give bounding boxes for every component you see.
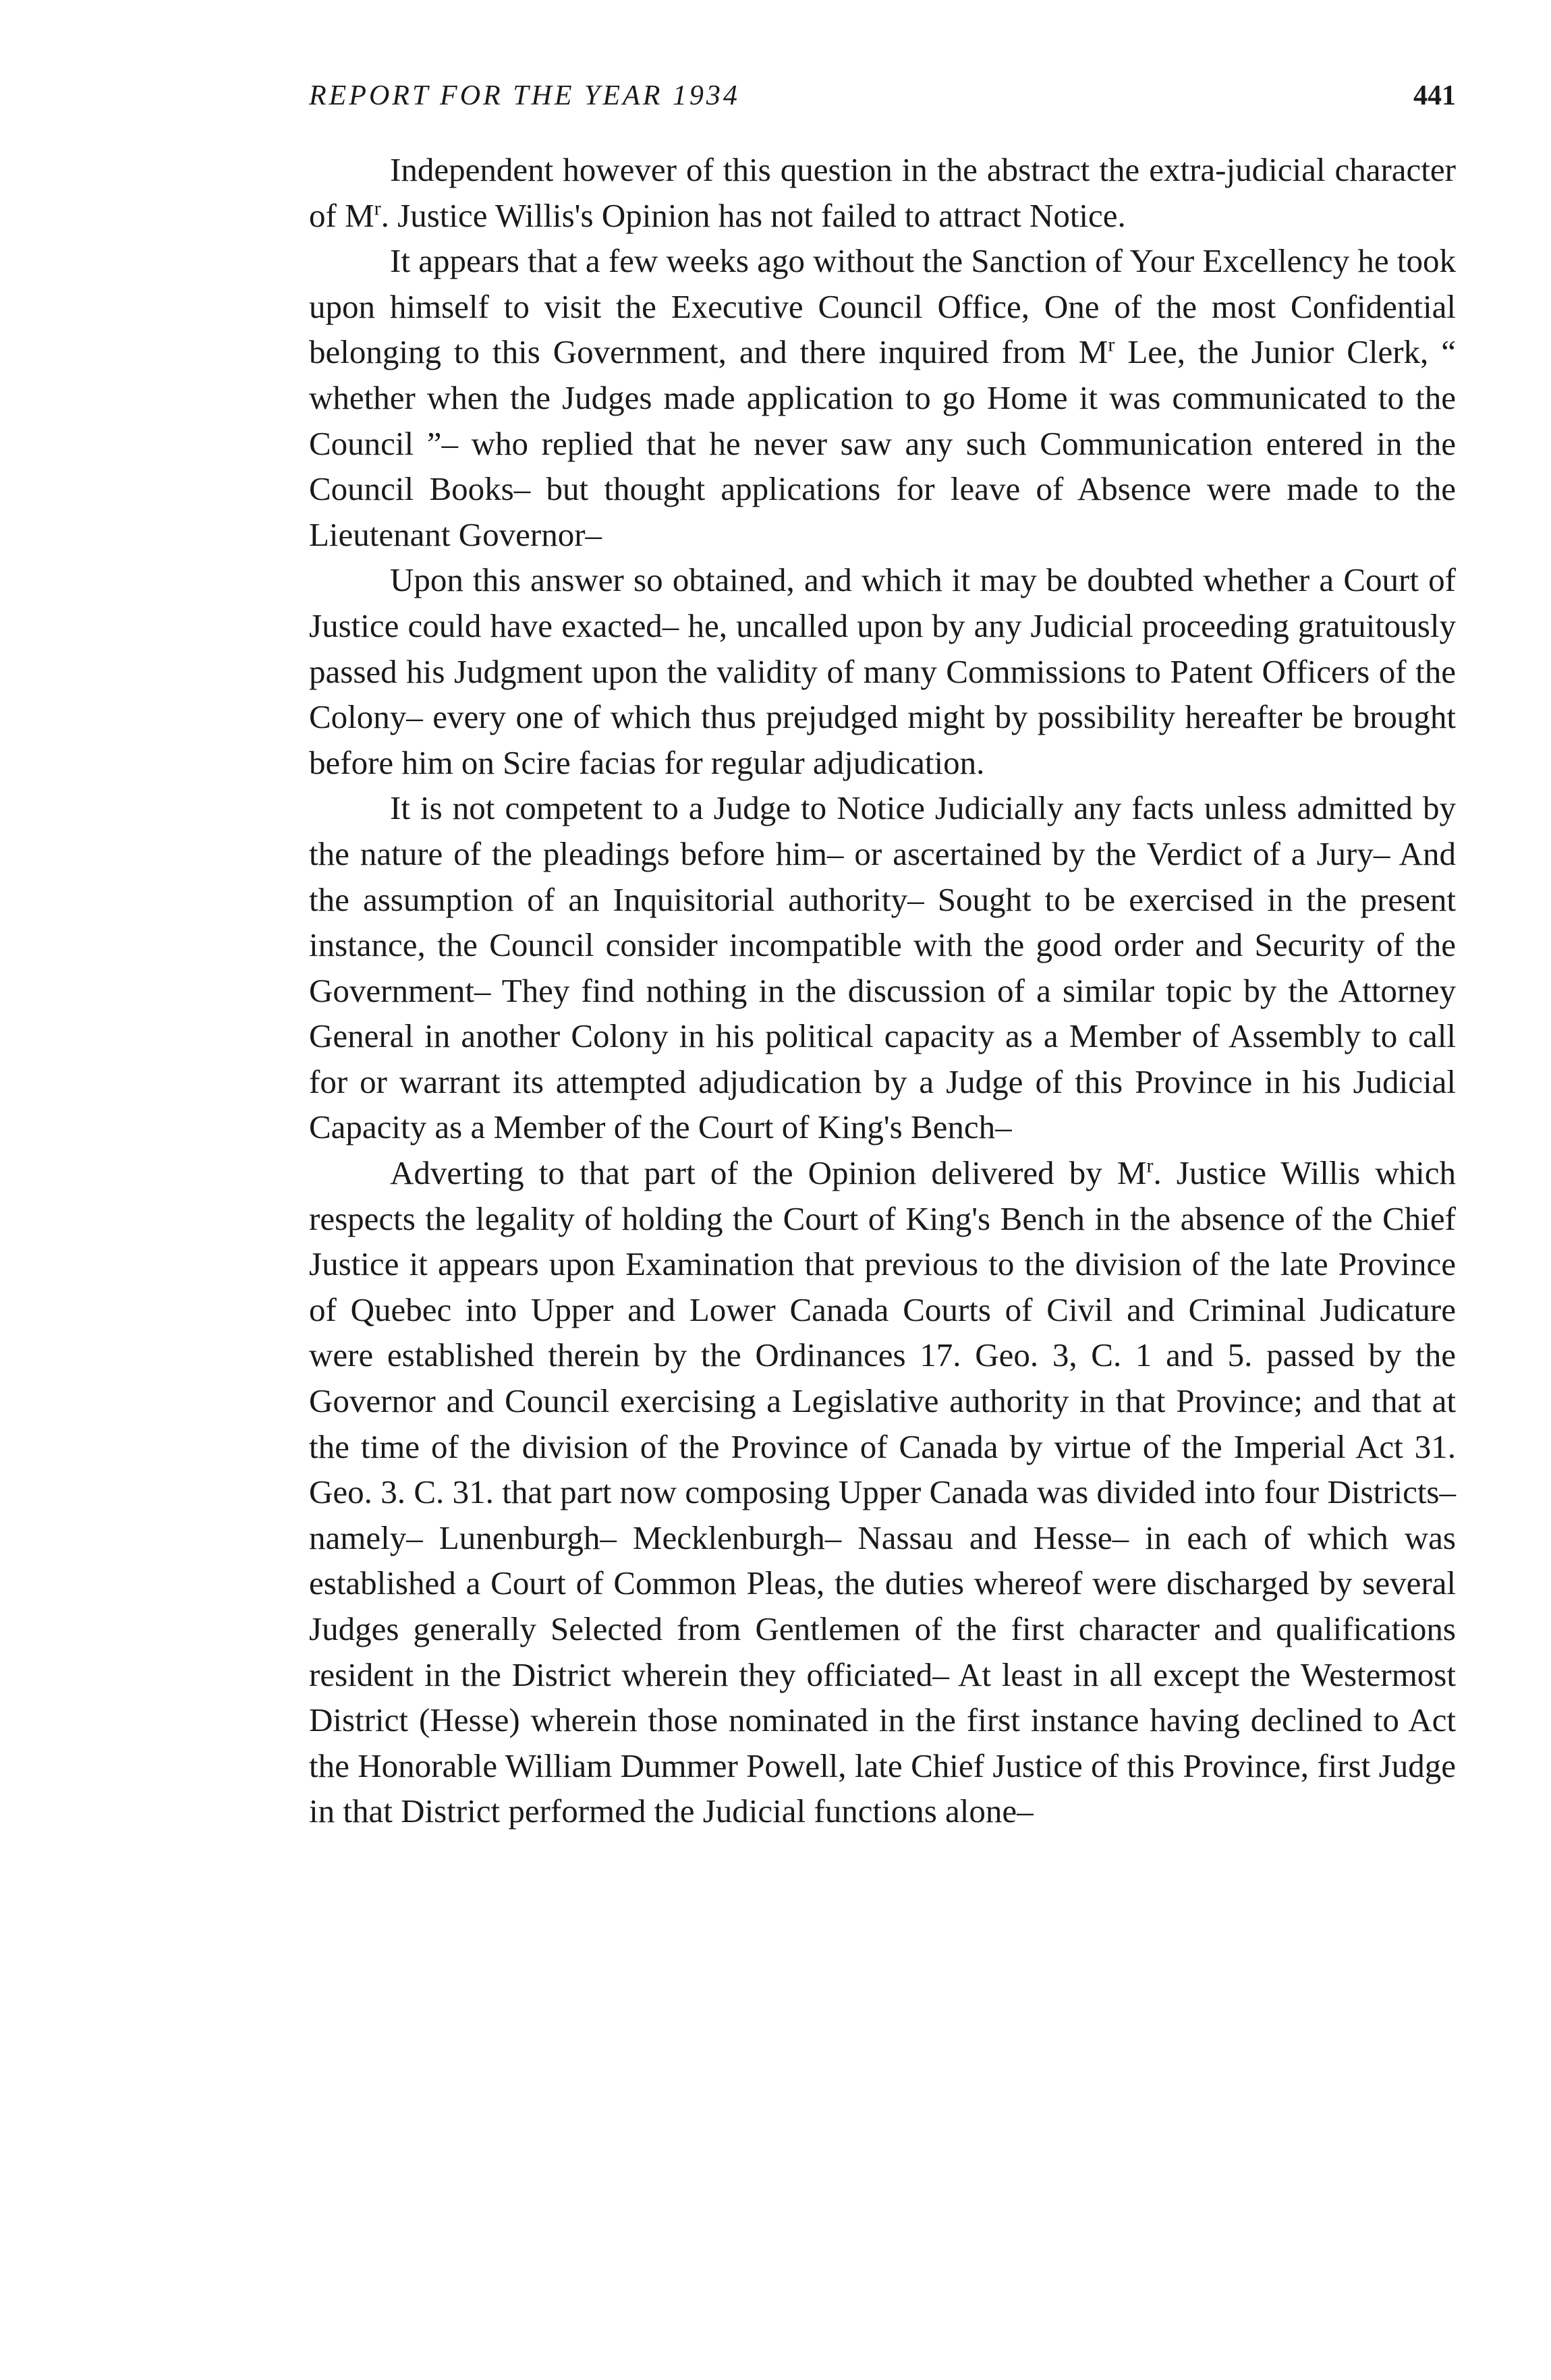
running-title: REPORT FOR THE YEAR 1934 [309, 80, 740, 111]
body-text [309, 147, 1456, 1834]
paragraph-1: Independent however of this question in the abstract the extra-judicial character of $M^r$. Justice Willis's Opinion has not failed to attract Notice. [309, 151, 1456, 234]
page-number: 441 [1413, 80, 1456, 111]
paragraph-5: Adverting to that part of the Opinion delivered by $M^r$. Justice Willis which respects the legality of holding the Court of King's Bench in the absence of the Chief Justice it appears upon Examination that previous to the division of the late Province of Quebec into Upper and Lower Canada Courts of Civil and Criminal Judicature were established therein by the Ordinances 17. Geo. 3, C. 1 and 5. passed by the Governor and Council exercising a Legislative authority in that Province; and that at the time of the division of the Province of Canada by virtue of the Imperial Act 31. Geo. 3. C. 31. that part now composing Upper Canada was divided into four Districts– namely– Lunenburgh– Mecklenburgh– Nassau and Hesse– in each of which was established a Court of Common Pleas, the duties whereof were discharged by several Judges generally Selected from Gentlemen of the first character and qualifications resident in the District wherein they officiated– At least in all except the Westermost District (Hesse) wherein those nominated in the first instance having declined to Act the Honorable William Dummer Powell, late Chief Justice of this Province, first Judge in that District performed the Judicial functions alone– [309, 1154, 1456, 1830]
paragraph-2: It appears that a few weeks ago without the Sanction of Your Excellency he took upon himself to visit the Executive Council Office, One of the most Confidential belonging to this Government, and there inquired from $M^r$ Lee, the Junior Clerk, “ whether when the Judges made application to go Home it was communicated to the Council ”– who replied that he never saw any such Communication entered in the Council Books– but thought applications for leave of Absence were made to the Lieutenant Governor– [309, 242, 1456, 553]
paragraph-3: Upon this answer so obtained, and which it may be doubted whether a Court of Justice could have exacted– he, uncalled upon by any Judicial proceeding gratuitously passed his Judgment upon the validity of many Commissions to Patent Officers of the Colony– every one of which thus prejudged might by possibility hereafter be brought before him on Scire facias for regular adjudication. [309, 561, 1456, 781]
page-header [309, 80, 1456, 120]
paragraph-4: It is not competent to a Judge to Notice Judicially any facts unless admitted by the nature of the pleadings before him– or ascertained by the Verdict of a Jury– And the assumption of an Inquisitorial authority– Sought to be exercised in the present instance, the Council consider incompatible with the good order and Security of the Government– They find nothing in the discussion of a similar topic by the Attorney General in another Colony in his political capacity as a Member of Assembly to call for or warrant its attempted adjudication by a Judge of this Province in his Judicial Capacity as a Member of the Court of King's Bench– [309, 789, 1456, 1146]
